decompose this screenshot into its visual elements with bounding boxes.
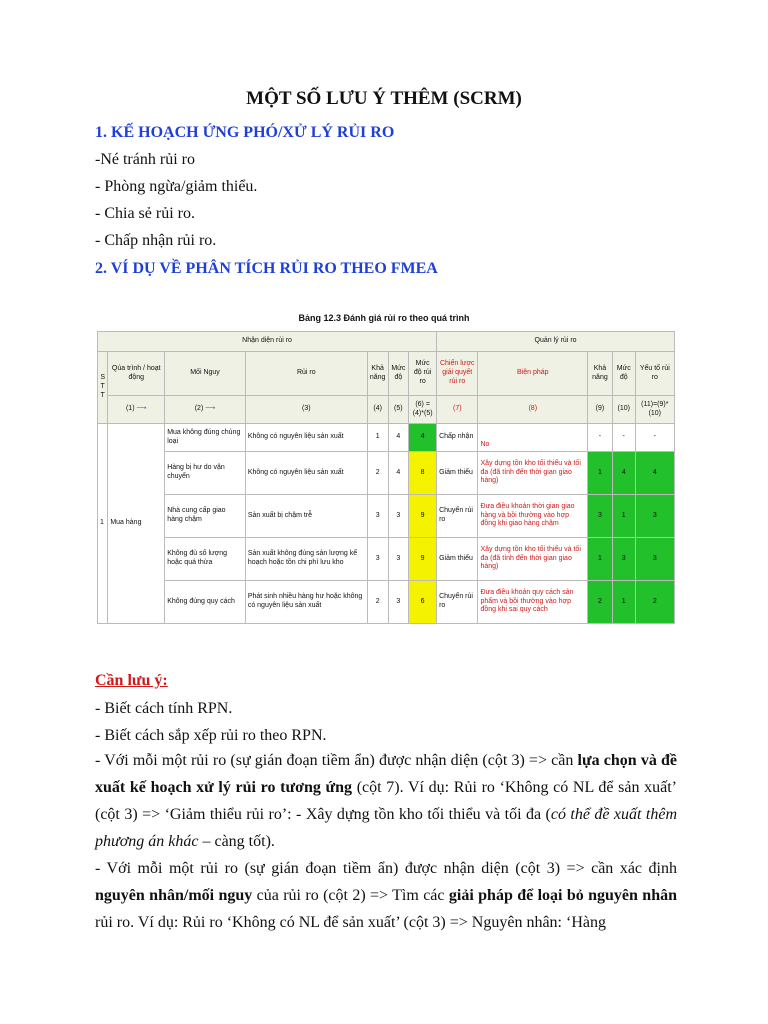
risk-cell: Phát sinh nhiều hàng hư hoặc không có nguyên liệu sản xuất <box>245 581 367 624</box>
col-num: (3) <box>245 396 367 424</box>
section-2-heading: 2. VÍ DỤ VỀ PHÂN TÍCH RỦI RO THEO FMEA <box>95 260 438 277</box>
col-num: (7) <box>437 396 478 424</box>
measure-cell: No <box>478 424 588 452</box>
table-row <box>98 581 675 624</box>
col-header: Mức độ <box>388 352 409 396</box>
severity-cell: 4 <box>388 424 409 452</box>
col-num: (8) <box>478 396 588 424</box>
table-row <box>98 495 675 538</box>
likelihood-cell: 2 <box>367 581 388 624</box>
risk-cell: Sản xuất không đúng sản lượng kế hoạch hoặc tồn chi phí lưu kho <box>245 538 367 581</box>
note-paragraph <box>95 855 677 936</box>
col-header: Qúa trình / hoạt động <box>108 352 165 396</box>
col-num: (10) <box>612 396 635 424</box>
measure-cell: Xây dựng tồn kho tối thiểu và tối đa (đã tính đến thời gian giao hàng) <box>478 452 588 495</box>
severity-cell: 3 <box>388 581 409 624</box>
risk-cell: Không có nguyên liệu sản xuất <box>245 424 367 452</box>
group-header-identify: Nhận diện rủi ro <box>98 332 437 352</box>
section-1-heading: 1. KẾ HOẠCH ỨNG PHÓ/XỬ LÝ RỦI RO <box>95 124 395 141</box>
likelihood2-cell: - <box>588 424 613 452</box>
hazard-cell: Nhà cung cấp giao hàng chậm <box>165 495 246 538</box>
measure-cell: Xây dựng tồn kho tối thiểu và tối đa (đã tính đến thời gian giao hàng) <box>478 538 588 581</box>
stt-cell: 1 <box>98 424 108 624</box>
table-caption: Bảng 12.3 Đánh giá rủi ro theo quá trình <box>298 313 470 323</box>
table-row <box>98 424 675 452</box>
measure-cell: Đưa điều khoản thời gian giao hàng và bồi thường vào hợp đồng khi giao hàng chậm <box>478 495 588 538</box>
risk-factor-cell: 4 <box>635 452 674 495</box>
strategy-cell: Chuyển rủi ro <box>437 495 478 538</box>
col-num <box>165 396 246 424</box>
col-header: Biện pháp <box>478 352 588 396</box>
severity2-cell: 3 <box>612 538 635 581</box>
text-run: - Với mỗi một rủi ro (sự gián đoạn tiềm ẩn) được nhận diện (cột 3) => cần xác định <box>95 860 677 877</box>
hazard-cell: Mua không đúng chủng loại <box>165 424 246 452</box>
text-run-bold: nguyên nhân/mối nguy <box>95 887 253 904</box>
col-header: Chiến lược giải quyết rủi ro <box>437 352 478 396</box>
col-num <box>108 396 165 424</box>
likelihood2-cell: 3 <box>588 495 613 538</box>
risk-factor-cell: 3 <box>635 538 674 581</box>
fmea-table <box>97 331 675 624</box>
col-header: Mức độ rủi ro <box>409 352 437 396</box>
text-run-bold: giải pháp để loại bỏ nguyên nhân <box>448 887 677 904</box>
col-num-label: (1) <box>125 405 135 413</box>
likelihood-cell: 2 <box>367 452 388 495</box>
likelihood-cell: 3 <box>367 538 388 581</box>
risk-level-cell: 4 <box>409 424 437 452</box>
risk-level-cell: 9 <box>409 538 437 581</box>
risk-cell: Không có nguyên liệu sản xuất <box>245 452 367 495</box>
col-num-label: (2) <box>194 405 204 413</box>
col-header-stt: S T T <box>98 352 108 424</box>
risk-cell: Sản xuất bị chậm trễ <box>245 495 367 538</box>
note-bullet: - Biết cách sắp xếp rủi ro theo RPN. <box>95 727 327 744</box>
col-num: (5) <box>388 396 409 424</box>
strategy-cell: Giảm thiểu <box>437 452 478 495</box>
severity2-cell: 1 <box>612 495 635 538</box>
note-bullet: - Biết cách tính RPN. <box>95 700 233 717</box>
col-num: (6) = (4)*(5) <box>409 396 437 424</box>
severity-cell: 3 <box>388 495 409 538</box>
strategy-cell: Giảm thiểu <box>437 538 478 581</box>
likelihood2-cell: 1 <box>588 452 613 495</box>
text-run: (cột 7). Ví dụ: Rủi ro ‘Không có NL để sản xuất’ (cột 3) => ‘Giảm thiểu rủi ro’: - Xây dựng tồn kho tối thiểu và tối đa ( <box>95 779 678 823</box>
arrow-right-icon: ⟶ <box>136 405 147 413</box>
text-run-bold: lựa chọn và đề xuất kế hoạch xử lý rủi ro tương ứng <box>95 752 677 796</box>
note-paragraph <box>95 747 677 855</box>
text-run: – càng tốt). <box>198 833 275 850</box>
risk-level-cell: 9 <box>409 495 437 538</box>
group-header-manage: Quản lý rủi ro <box>437 332 675 352</box>
risk-factor-cell: - <box>635 424 674 452</box>
list-item: - Phòng ngừa/giảm thiểu. <box>95 178 258 195</box>
note-heading: Cần lưu ý: <box>95 672 168 689</box>
measure-cell: Đưa điều khoản quy cách sản phẩm và bồi thường vào hợp đồng khi sai quy cách <box>478 581 588 624</box>
likelihood2-cell: 1 <box>588 538 613 581</box>
likelihood-cell: 3 <box>367 495 388 538</box>
likelihood-cell: 1 <box>367 424 388 452</box>
text-run: của rủi ro (cột 2) => Tìm các <box>252 887 449 904</box>
list-item: - Chấp nhận rủi ro. <box>95 232 217 249</box>
page-title: MỘT SỐ LƯU Ý THÊM (SCRM) <box>246 88 522 109</box>
severity2-cell: 1 <box>612 581 635 624</box>
risk-factor-cell: 2 <box>635 581 674 624</box>
col-header: Rủi ro <box>245 352 367 396</box>
risk-level-cell: 6 <box>409 581 437 624</box>
list-item: -Né tránh rủi ro <box>95 151 195 168</box>
col-header: Yếu tố rủi ro <box>635 352 674 396</box>
list-item: - Chia sẻ rủi ro. <box>95 205 195 222</box>
severity2-cell: - <box>612 424 635 452</box>
hazard-cell: Không đủ số lượng hoặc quá thừa <box>165 538 246 581</box>
text-run-italic: có thể đề xuất thêm phương án khác <box>95 806 677 850</box>
text-run: - Với mỗi một rủi ro (sự gián đoạn tiềm ẩn) được nhận diện (cột 3) => cần <box>95 752 578 769</box>
risk-level-cell: 8 <box>409 452 437 495</box>
strategy-cell: Chấp nhận <box>437 424 478 452</box>
severity-cell: 4 <box>388 452 409 495</box>
table-row <box>98 538 675 581</box>
severity2-cell: 4 <box>612 452 635 495</box>
likelihood2-cell: 2 <box>588 581 613 624</box>
process-cell: Mua hàng <box>108 424 165 624</box>
col-num: (4) <box>367 396 388 424</box>
table-row <box>98 452 675 495</box>
hazard-cell: Hàng bị hư do vận chuyển <box>165 452 246 495</box>
text-run: rủi ro. Ví dụ: Rủi ro ‘Không có NL để sản xuất’ (cột 3) => Nguyên nhân: ‘Hàng <box>95 914 606 931</box>
col-num: (9) <box>588 396 613 424</box>
col-num: (11)=(9)*(10) <box>635 396 674 424</box>
col-header: Mối Nguy <box>165 352 246 396</box>
risk-factor-cell: 3 <box>635 495 674 538</box>
hazard-cell: Không đúng quy cách <box>165 581 246 624</box>
arrow-right-icon: ⟶ <box>205 405 216 413</box>
strategy-cell: Chuyển rủi ro <box>437 581 478 624</box>
col-header: Khả năng <box>588 352 613 396</box>
col-header: Mức độ <box>612 352 635 396</box>
col-header: Khả năng <box>367 352 388 396</box>
severity-cell: 3 <box>388 538 409 581</box>
